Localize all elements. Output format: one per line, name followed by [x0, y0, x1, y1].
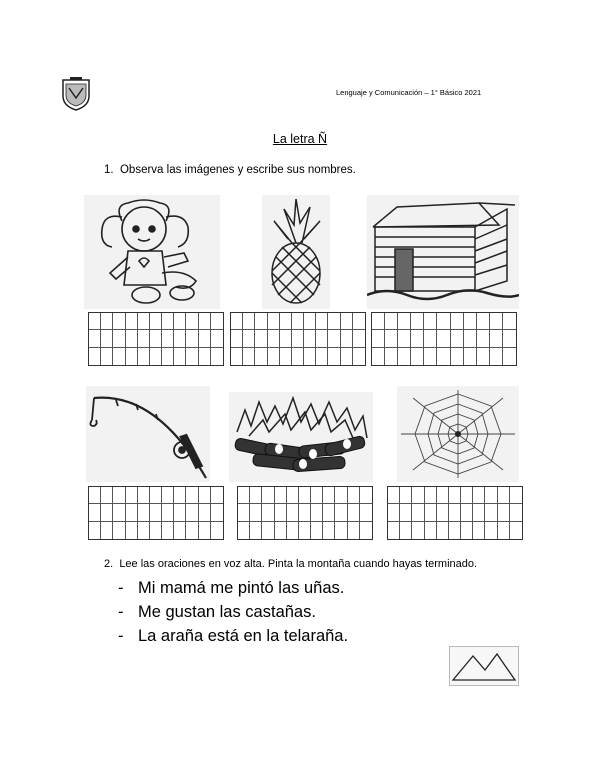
sentence-text: Mi mamá me pintó las uñas.	[138, 579, 345, 597]
sentence-item: - Me gustan las castañas.	[118, 600, 348, 624]
sentence-text: La araña está en la telaraña.	[138, 627, 349, 645]
sentence-item: - Mi mamá me pintó las uñas.	[118, 576, 348, 600]
writing-grid-cabin[interactable]	[371, 312, 517, 366]
question-2-text: Lee las oraciones en voz alta. Pinta la montaña cuando hayas terminado.	[119, 558, 478, 570]
doll-picture	[84, 195, 220, 309]
bonfire-picture	[229, 392, 373, 482]
sentence-item: - La araña está en la telaraña.	[118, 624, 348, 648]
sentence-list	[118, 576, 348, 648]
question-1-number: 1.	[104, 164, 114, 176]
writing-grid-spiderweb[interactable]	[387, 486, 523, 540]
writing-grid-doll[interactable]	[88, 312, 224, 366]
question-1-text: Observa las imágenes y escribe sus nombres.	[119, 164, 356, 176]
writing-grid-pineapple[interactable]	[230, 312, 366, 366]
spiderweb-picture	[397, 386, 519, 482]
header-subject: Lenguaje y Comunicación – 1° Básico 2021	[336, 88, 482, 97]
fishing-rod-picture	[86, 386, 210, 482]
pineapple-picture	[262, 195, 330, 309]
writing-grid-fishing-rod[interactable]	[88, 486, 224, 540]
question-1	[104, 164, 356, 176]
question-2	[104, 558, 477, 570]
page-title: La letra Ñ	[272, 132, 328, 146]
cabin-picture	[367, 195, 519, 309]
writing-grid-bonfire[interactable]	[237, 486, 373, 540]
mountain-drawing[interactable]	[449, 646, 519, 686]
question-2-number: 2.	[104, 558, 114, 570]
school-logo	[60, 76, 92, 112]
sentence-text: Me gustan las castañas.	[138, 603, 316, 621]
